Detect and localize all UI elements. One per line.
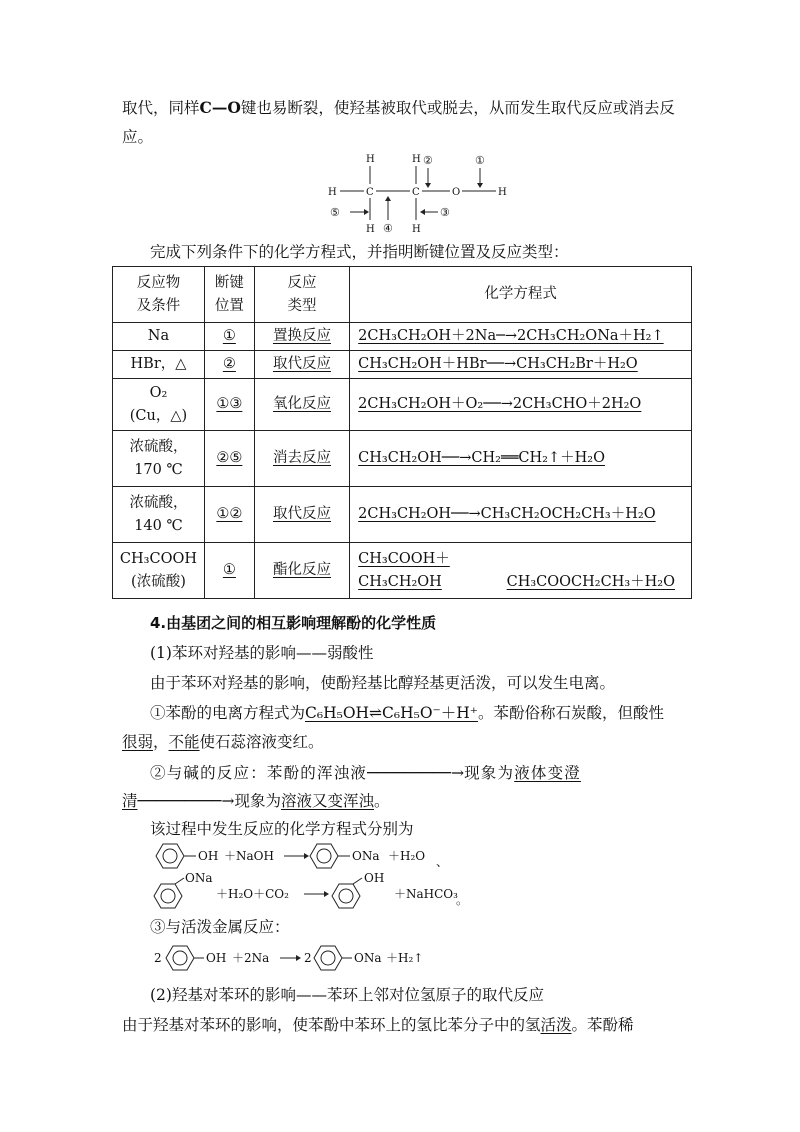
eq3-coef-1: 2 <box>154 951 162 965</box>
atom-c: C <box>366 187 374 198</box>
cell-position: ①② <box>204 487 254 543</box>
table-row <box>113 543 692 599</box>
bond-label-2: ② <box>423 154 433 167</box>
cell-equation: CH₃CH₂OH＋HBr──→CH₃CH₂Br＋H₂O <box>350 351 692 379</box>
p5-mid: 现象为 <box>234 792 282 810</box>
paragraph-3 <box>122 731 324 753</box>
eq3-right-group: ONa <box>354 951 382 965</box>
p8-post: 。苯酚稀 <box>571 1016 634 1034</box>
cell-type: 取代反应 <box>254 351 349 379</box>
cell-position: ②⑤ <box>204 431 254 487</box>
answer-cannot: 不能 <box>168 733 200 751</box>
atom-h: H <box>498 187 507 198</box>
cell-equation: CH₃CH₂OH──→CH₂══CH₂↑＋H₂O <box>350 431 692 487</box>
cell-type: 取代反应 <box>254 487 349 543</box>
header-equation: 化学方程式 <box>350 267 692 323</box>
header-type-line1: 反应 <box>287 274 317 291</box>
paragraph-2 <box>150 702 664 724</box>
cell-position: ① <box>204 323 254 351</box>
atom-c: C <box>412 187 420 198</box>
table-header-row <box>113 267 692 323</box>
eq3-coef-2: 2 <box>304 951 312 965</box>
cell-reactant-line2: 140 ℃ <box>134 517 183 534</box>
cell-equation <box>350 543 692 599</box>
answer-liquid-clears: 液体变澄 <box>514 764 582 782</box>
p2-pre: ①苯酚的电离方程式为 <box>150 704 306 722</box>
cell-reactant <box>113 379 205 431</box>
intro-text-pre: 取代，同样 <box>122 99 200 117</box>
p4-mid: 现象为 <box>464 764 515 782</box>
eq3-left-group: OH <box>206 951 227 965</box>
cell-reactant: HBr，△ <box>113 351 205 379</box>
atom-h: H <box>412 154 421 165</box>
intro-line-1 <box>122 97 675 119</box>
dashed-arrow: ─────────→ <box>137 792 235 810</box>
cell-equation-line2-right: CH₃COOCH₂CH₃＋H₂O <box>506 573 675 590</box>
paragraph-1: 由于苯环对羟基的影响，使酚羟基比醇羟基更活泼，可以发生电离。 <box>150 674 616 692</box>
paragraph-7: ③与活泼金属反应： <box>150 918 290 936</box>
p2-post: 。苯酚俗称石炭酸，但酸性 <box>477 704 664 722</box>
phenol-sodium-equation <box>146 940 446 976</box>
eq2-product: ＋NaHCO₃ <box>394 887 458 901</box>
cell-equation-line1: CH₃COOH＋ <box>358 550 450 567</box>
intro-bond: C—O <box>199 98 241 117</box>
cell-equation: 2CH₃CH₂OH＋2Na─→2CH₃CH₂ONa＋H₂↑ <box>350 323 692 351</box>
header-reactant-line1: 反应物 <box>136 274 181 291</box>
atom-h: H <box>366 154 375 165</box>
cell-type: 酯化反应 <box>254 543 349 599</box>
p8-pre: 由于羟基对苯环的影响，使苯酚中苯环上的氢比苯分子中的氢 <box>122 1016 541 1034</box>
table-row <box>113 379 692 431</box>
cell-type: 消去反应 <box>254 431 349 487</box>
eq2-reagents: ＋H₂O＋CO₂ <box>216 887 289 901</box>
phenol-ionization-equation: C₆H₅OH⇌C₆H₅O⁻＋H⁺ <box>305 704 478 722</box>
cell-reactant-line1: 浓硫酸， <box>129 438 188 455</box>
header-position-line2: 位置 <box>214 297 244 314</box>
cell-position: ① <box>204 543 254 599</box>
atom-h: H <box>366 224 375 235</box>
eq2-left-group: ONa <box>185 872 213 885</box>
phenol-naoh-equation <box>146 838 476 874</box>
eq1-reagent: ＋NaOH <box>224 849 274 863</box>
bond-label-5: ⑤ <box>330 206 340 219</box>
atom-h: H <box>412 224 421 235</box>
answer-turbid-again: 溶液又变浑浊 <box>281 792 375 810</box>
table-row <box>113 351 692 379</box>
answer-very-weak: 很弱 <box>122 733 154 751</box>
paragraph-8 <box>122 1014 634 1036</box>
ethanol-reaction-table <box>112 266 692 599</box>
cell-equation-line2-left: CH₃CH₂OH <box>358 573 442 590</box>
paragraph-5 <box>122 790 390 812</box>
p3-mid: ， <box>153 733 169 751</box>
p4-pre: ②与碱的反应：苯酚的浑浊液 <box>150 764 368 782</box>
eq3-product: ＋H₂↑ <box>386 951 424 965</box>
eq3-reagent: ＋2Na <box>232 951 270 965</box>
cell-equation-line2 <box>358 571 687 594</box>
cell-reactant-line2: 170 ℃ <box>134 461 183 478</box>
cell-reactant: Na <box>113 323 205 351</box>
cell-reactant <box>113 431 205 487</box>
table-row <box>113 323 692 351</box>
cell-reactant-line1: O₂ <box>149 384 168 401</box>
paragraph-4 <box>150 762 581 784</box>
cell-equation: 2CH₃CH₂OH＋O₂──→2CH₃CHO＋2H₂O <box>350 379 692 431</box>
cell-reactant-line1: 浓硫酸， <box>129 494 188 511</box>
table-row <box>113 431 692 487</box>
cell-reactant <box>113 487 205 543</box>
paragraph-6: 该过程中发生反应的化学方程式分别为 <box>150 820 414 838</box>
cell-reactant-line2: (浓硫酸) <box>131 573 186 590</box>
bond-label-1: ① <box>475 154 485 167</box>
atom-o: O <box>452 187 461 198</box>
header-type-line2: 类型 <box>287 297 317 314</box>
cell-equation: 2CH₃CH₂OH──→CH₃CH₂OCH₂CH₃＋H₂O <box>350 487 692 543</box>
p5-post: 。 <box>374 792 390 810</box>
phenoxide-co2-equation <box>146 872 486 912</box>
bond-label-3: ③ <box>440 206 450 219</box>
answer-more-active: 活泼 <box>540 1016 572 1034</box>
subsection-2-heading: (2)羟基对苯环的影响——苯环上邻对位氢原子的取代反应 <box>150 986 544 1004</box>
eq2-end: 。 <box>456 893 469 907</box>
answer-liquid-clears-end: 清 <box>122 792 138 810</box>
cell-position: ①③ <box>204 379 254 431</box>
bond-label-4: ④ <box>383 222 393 235</box>
cell-reactant <box>113 543 205 599</box>
eq1-left-group: OH <box>198 849 219 863</box>
table-row <box>113 487 692 543</box>
cell-type: 置换反应 <box>254 323 349 351</box>
subsection-1-heading: (1)苯环对羟基的影响——弱酸性 <box>150 644 374 662</box>
eq1-product: ＋H₂O <box>388 849 426 863</box>
p3-post: 使石蕊溶液变红。 <box>199 733 324 751</box>
header-position-line1: 断键 <box>214 274 244 291</box>
cell-reactant-line1: CH₃COOH <box>119 550 197 567</box>
cell-position: ② <box>204 351 254 379</box>
atom-h: H <box>328 187 337 198</box>
header-type <box>254 267 349 323</box>
eq1-end: 、 <box>436 855 449 869</box>
header-reactant <box>113 267 205 323</box>
task-instruction: 完成下列条件下的化学方程式，并指明断键位置及反应类型： <box>150 243 569 261</box>
eq1-right-group: ONa <box>352 849 380 863</box>
header-position <box>204 267 254 323</box>
header-reactant-line2: 及条件 <box>136 297 181 314</box>
ethanol-bond-diagram <box>320 150 520 240</box>
intro-line-2: 应。 <box>122 128 154 146</box>
cell-reactant-line2: (Cu，△) <box>129 407 188 424</box>
cell-type: 氧化反应 <box>254 379 349 431</box>
intro-text-post: 键也易断裂，使羟基被取代或脱去，从而发生取代反应或消去反 <box>240 99 675 117</box>
section-4-heading: 4.由基团之间的相互影响理解酚的化学性质 <box>150 614 437 632</box>
eq2-right-group: OH <box>364 872 385 885</box>
dashed-arrow: ─────────→ <box>367 764 465 782</box>
